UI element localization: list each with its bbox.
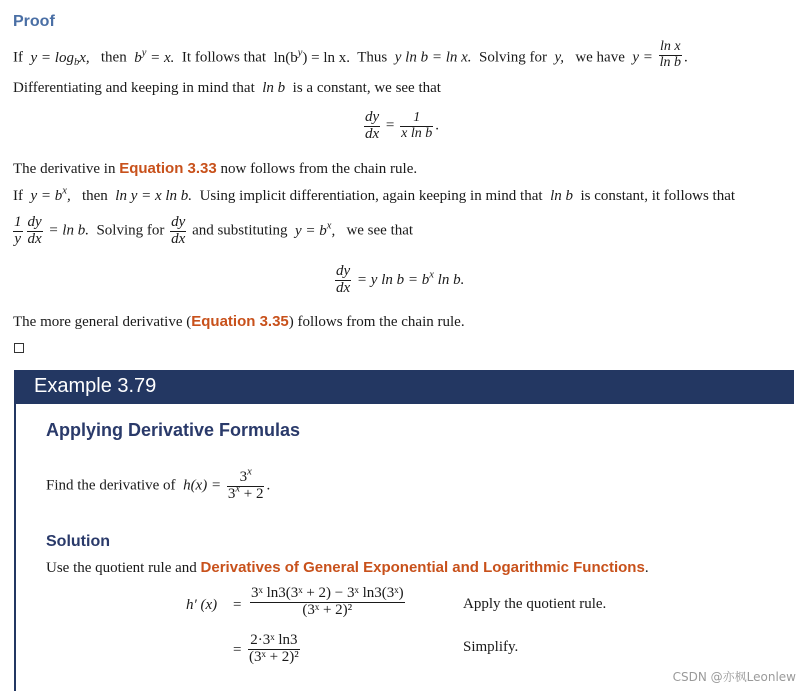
row1-note: Apply the quotient rule. bbox=[463, 596, 607, 612]
example-task: Find the derivative of h(x) = $\frac{3^x}{3^x + 2}$ . bbox=[46, 466, 271, 502]
link-derivatives-general-exp-log[interactable]: Derivatives of General Exponential and Logarithmic Functions bbox=[200, 559, 645, 576]
proof-heading: Proof bbox=[13, 13, 55, 30]
watermark: CSDN @亦枫Leonlew bbox=[672, 670, 796, 684]
math-lnb-2: ln b bbox=[550, 188, 573, 204]
link-equation-3-33[interactable]: Equation 3.33 bbox=[119, 160, 217, 177]
math-y-eq-b-x-2: $y = b^x$, bbox=[294, 220, 336, 239]
math-b-pow-y: $b^y = x$. bbox=[134, 47, 175, 66]
math-ln-b-y: $\ln(b^y) = \ln x$. bbox=[273, 47, 351, 66]
equation-dy-dx-1-over-xlnb: $\frac{dy}{dx}$ = $\frac{1}{\text{x ln b}}$ . bbox=[365, 109, 439, 142]
fraction-dy-dx-4: $\frac{dy}{dx}$ bbox=[336, 263, 351, 296]
text-solving: Solving for bbox=[479, 49, 547, 66]
row2-note: Simplify. bbox=[463, 639, 519, 655]
example-left-border bbox=[14, 404, 16, 691]
math-h-of-x: h(x) = bbox=[183, 477, 222, 494]
solution-text: Use the quotient rule and Derivatives of General Exponential and Logarithmic Functions. bbox=[46, 559, 649, 576]
example-banner bbox=[14, 370, 794, 404]
fraction-dy-dx-3: $\frac{dy}{dx}$ bbox=[171, 214, 186, 247]
row2-fraction: $\frac{\text{2·3ˣ ln3}}{\text{(3ˣ + 2)²}}$ bbox=[249, 632, 299, 665]
row1-eq: = bbox=[233, 597, 242, 613]
link-equation-3-35[interactable]: Equation 3.35 bbox=[191, 313, 289, 330]
math-ln-y: ln y = x ln b. bbox=[115, 188, 193, 204]
proof-line-6: The more general derivative (Equation 3.35) follows from the chain rule. bbox=[13, 313, 465, 330]
text-then: then bbox=[100, 49, 127, 66]
row1-lhs: h′ (x) bbox=[186, 597, 218, 613]
fraction-1-over-xlnb: $\frac{1}{\text{x ln b}}$ bbox=[401, 110, 433, 141]
fraction-1-over-y: $\frac{1}{y}$ bbox=[14, 214, 22, 247]
example-title-label: Example 3.79 bbox=[34, 375, 157, 397]
math-lnb: ln b bbox=[262, 80, 286, 96]
fraction-dy-dx-2: $\frac{dy}{dx}$ bbox=[27, 214, 42, 247]
proof-line-1: If $y = \log_bx$, then $b^y = x$. It follows that $\ln(b^y) = \ln x$. Thus y ln b = ln x. Solving for y, we have y = $\frac{\text{ln x}}{\text{ln b}}$ . bbox=[13, 39, 688, 70]
fraction-3x-over-3x-plus-2: $\frac{3^x}{3^x + 2}$ bbox=[227, 466, 264, 502]
math-y-eq-log: $y = \log_bx$, bbox=[30, 49, 90, 68]
proof-line-4: If $y = b^x$, then ln y = x ln b. Using implicit differentiation, again keeping in mind that ln b is constant, it follows that bbox=[13, 185, 736, 204]
fraction-lnx-over-lnb: $\frac{\text{ln x}}{\text{ln b}}$ bbox=[659, 39, 682, 70]
math-y-eq-b-x: $y = b^x$, bbox=[30, 185, 71, 204]
equation-dy-dx-ylnb: $\frac{dy}{dx}$ = y $\ln b = b^x$ ln b. bbox=[336, 263, 465, 296]
text-we-have: we have bbox=[575, 49, 625, 66]
text-thus: Thus bbox=[357, 49, 388, 66]
math-y: y, bbox=[554, 49, 565, 66]
math-y-eq: y = bbox=[632, 49, 653, 66]
math-y-ln-b: y ln b = ln x. bbox=[394, 49, 472, 66]
proof-line-2: Differentiating and keeping in mind that ln b is a constant, we see that bbox=[13, 80, 441, 96]
example-heading: Applying Derivative Formulas bbox=[46, 420, 301, 440]
row2-eq: = bbox=[233, 642, 242, 658]
qed-box bbox=[14, 343, 24, 353]
proof-line-3: The derivative in Equation 3.33 now follows from the chain rule. bbox=[13, 160, 418, 177]
fraction-dy-dx: $\frac{dy}{dx}$ bbox=[365, 109, 380, 142]
row1-fraction: $\frac{\text{3ˣ ln3(3ˣ + 2) − 3ˣ ln3(3ˣ)}}{\text{(3ˣ + 2)²}}$ bbox=[251, 585, 404, 618]
text-if: If bbox=[13, 49, 23, 66]
proof-line-5: $\frac{1}{y}$ $\frac{dy}{dx}$ = ln b. Solving for $\frac{dy}{dx}$ and substituting $y = b^x$, we see that bbox=[14, 214, 414, 247]
solution-heading: Solution bbox=[46, 533, 110, 550]
text-it-follows: It follows that bbox=[181, 49, 267, 66]
